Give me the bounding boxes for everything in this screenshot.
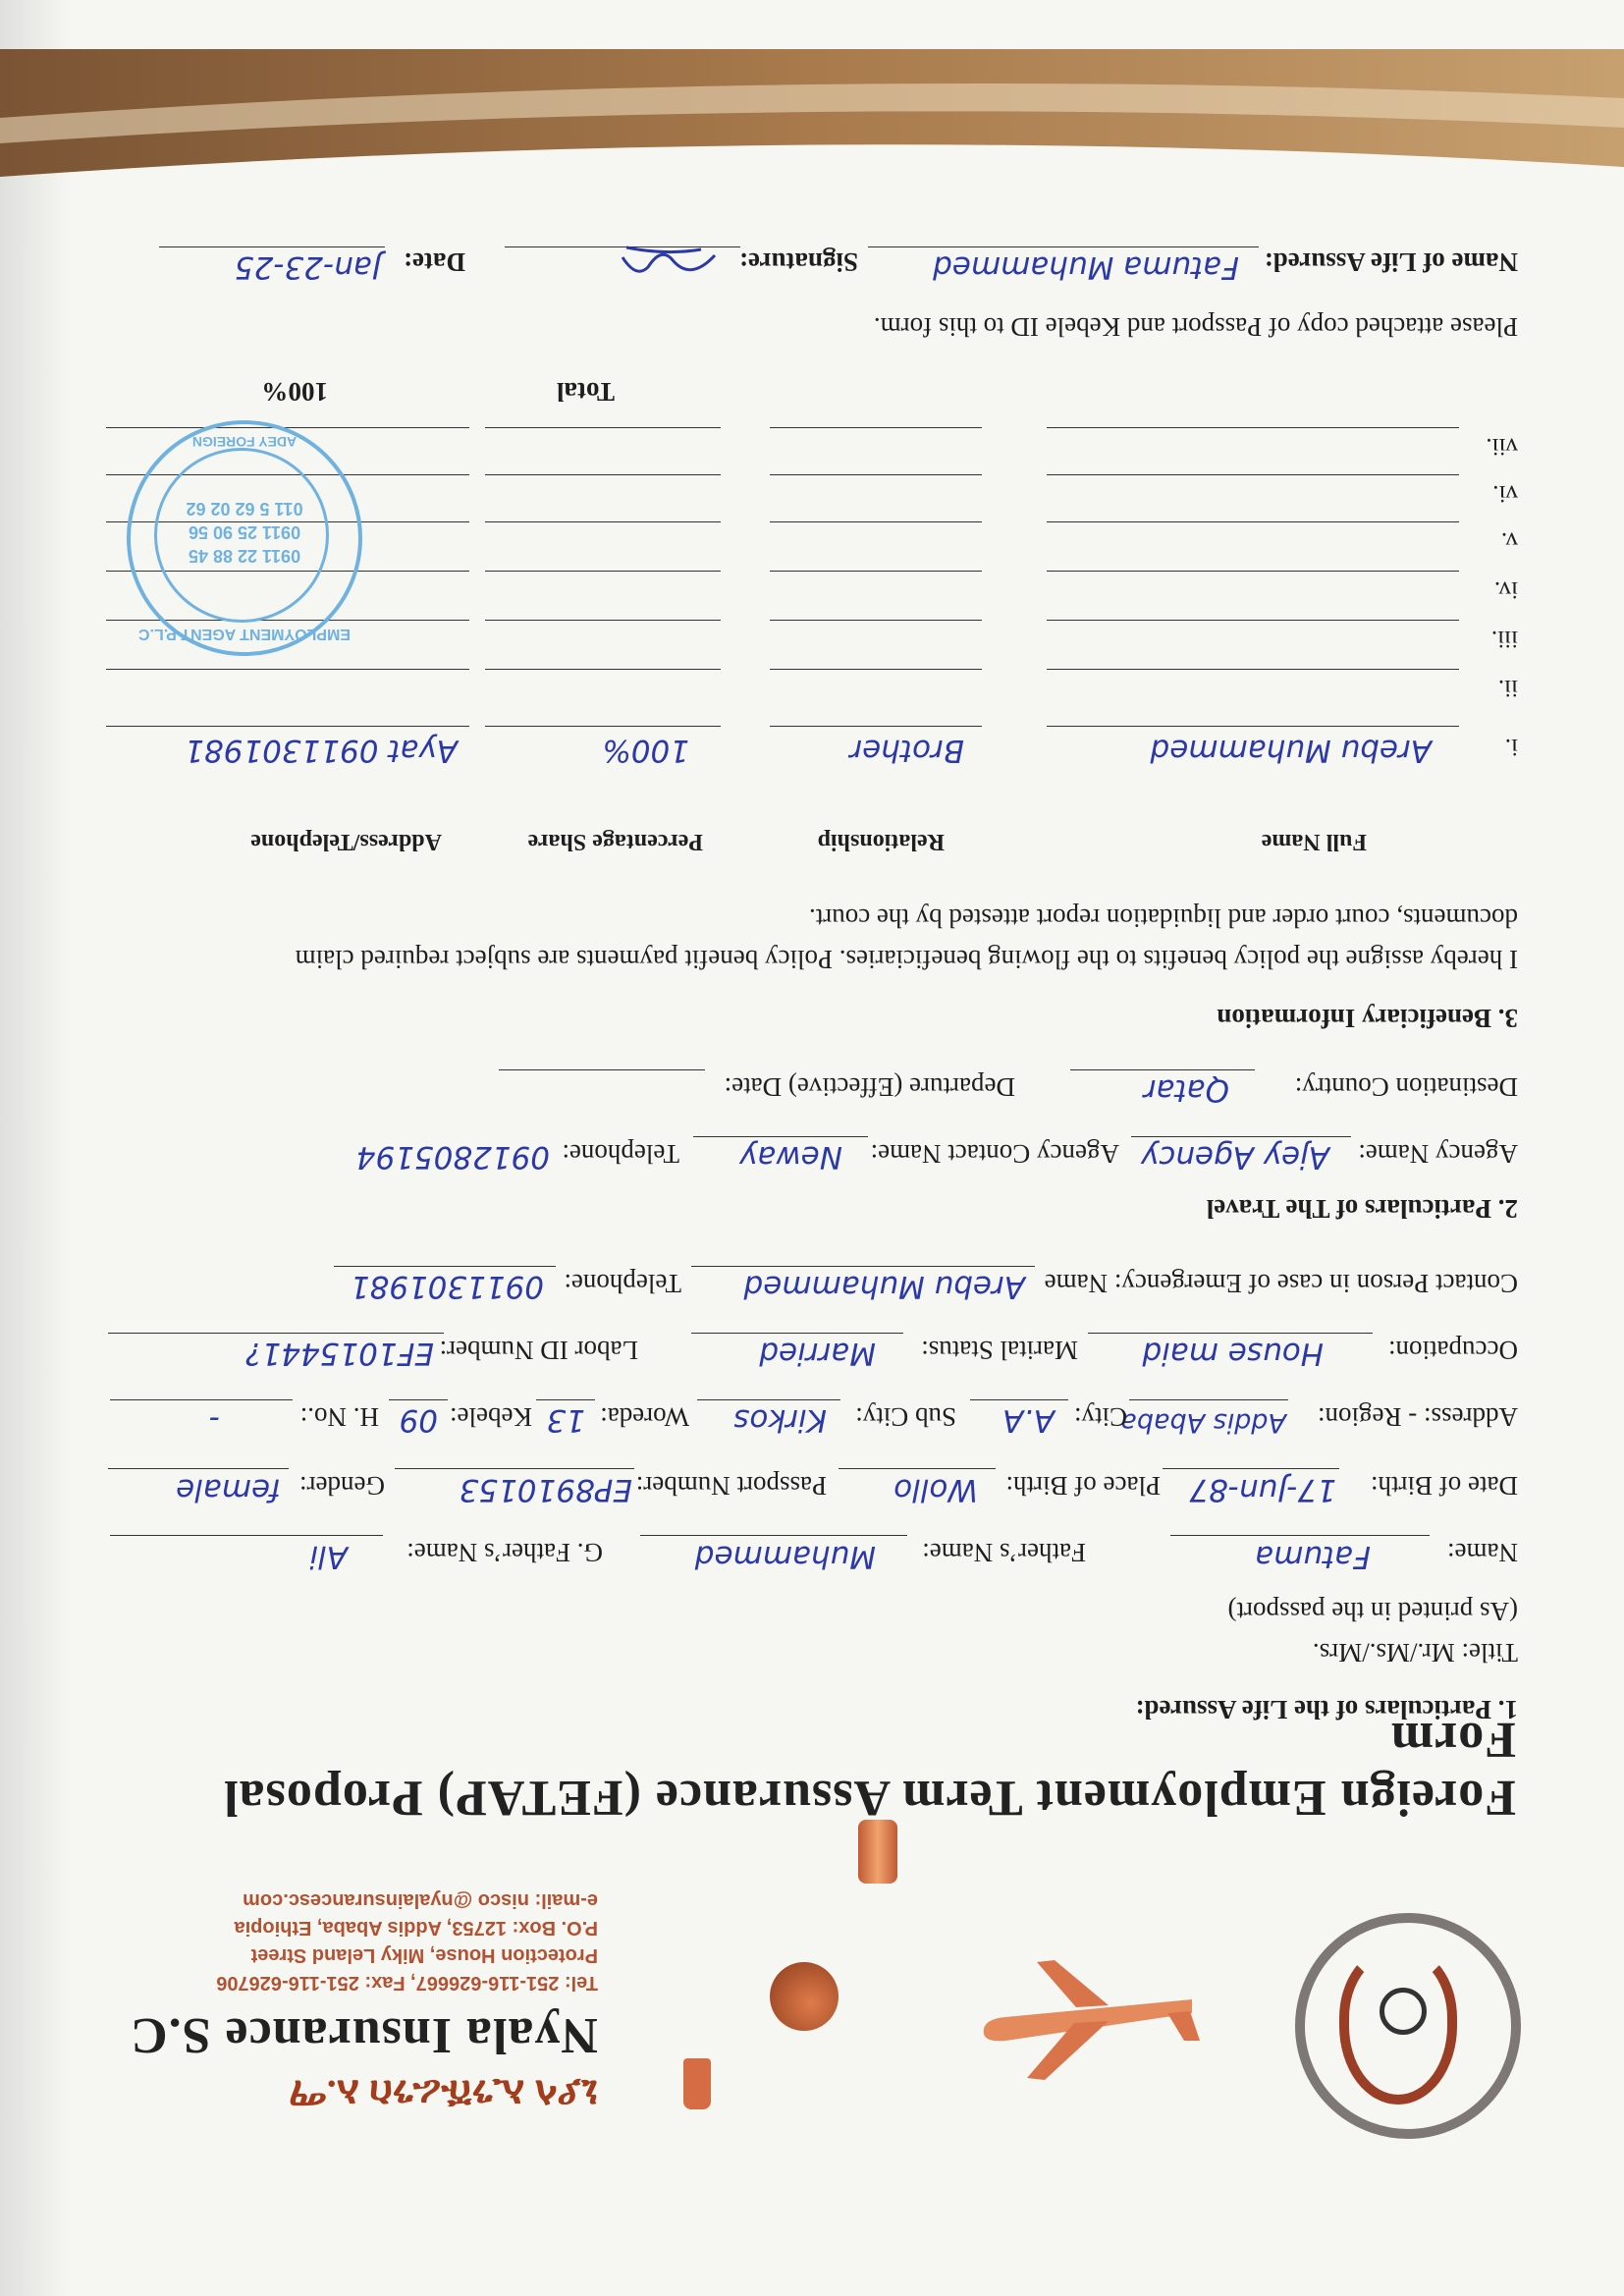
dob-label: Date of Birth:	[1371, 1471, 1518, 1501]
gfather-name-value[interactable]: Ali	[309, 1539, 348, 1574]
occupation-value[interactable]: House maid	[1142, 1336, 1324, 1371]
col-address-telephone: Address/Telephone	[250, 829, 442, 854]
father-name-label: Father’s Name:	[922, 1538, 1086, 1567]
section2-heading: 2. Particulars of The Travel	[1206, 1194, 1518, 1224]
emergency-contact-name-value[interactable]: Arebu Muhammed	[743, 1269, 1025, 1304]
passport-value[interactable]: EP8910153	[459, 1472, 632, 1507]
stamp-top-text: EMPLOYMENT AGENT P.L.C	[138, 626, 352, 642]
destination-country-value[interactable]: Qatar	[1143, 1072, 1229, 1108]
stamp-phone-1: 0911 22 88 45	[188, 546, 301, 566]
hno-value[interactable]: -	[208, 1402, 220, 1438]
ball-icon	[770, 1962, 839, 2031]
col-relationship: Relationship	[817, 829, 945, 854]
emergency-telephone-label: Telephone:	[564, 1269, 681, 1298]
agency-name-label: Agency Name:	[1358, 1139, 1518, 1169]
name-label: Name:	[1447, 1538, 1518, 1567]
date-label: Date:	[404, 247, 465, 277]
departure-date-label: Departure (Effective) Date:	[724, 1072, 1015, 1102]
woreda-value[interactable]: 13	[546, 1402, 585, 1438]
name-value[interactable]: Fatuma	[1255, 1539, 1371, 1574]
stamp-phone-2: 0911 25 90 56	[188, 522, 301, 542]
pob-label: Place of Birth:	[1005, 1471, 1161, 1501]
signature-label: Signature:	[738, 247, 858, 277]
company-address-1: Protection House, Miky Leland Street	[250, 1944, 598, 1966]
section1-heading: 1. Particulars of the Life Assured:	[1135, 1695, 1518, 1724]
total-value: 100%	[261, 377, 328, 407]
life-assured-label: Name of Life Assured:	[1264, 247, 1518, 277]
gfather-name-label: G. Father’s Name:	[406, 1538, 603, 1567]
kebele-value[interactable]: 09	[399, 1402, 438, 1438]
pob-value[interactable]: Wollo	[893, 1472, 978, 1507]
destination-country-label: Destination Country:	[1294, 1072, 1518, 1102]
company-address-2: P.O. Box: 12753, Addis Ababa, Ethiopia	[234, 1917, 598, 1939]
beneficiary-statement-1: I hereby assigne the policy benefits to the flowing beneficiaries. Policy benefit payments are subject required claim	[295, 945, 1518, 974]
beneficiary-address-value[interactable]: Ayat 0911301981	[185, 733, 458, 768]
total-label: Total	[556, 377, 615, 407]
company-email: e-mail: nisco @nyalainsurancesc.com	[243, 1889, 598, 1911]
row-num: vii.	[1486, 433, 1518, 460]
row-num: iv.	[1493, 576, 1518, 603]
beneficiary-relationship-value[interactable]: Brother	[849, 733, 964, 768]
footer-swoosh-banner	[0, 49, 1624, 187]
gender-value[interactable]: female	[176, 1472, 281, 1507]
dob-value[interactable]: 17-Jun-87	[1189, 1472, 1336, 1507]
row-num: vi.	[1492, 480, 1518, 507]
bottle-icon	[683, 2058, 711, 2109]
emergency-contact-label: Contact Person in case of Emergency: Name	[1044, 1269, 1518, 1298]
row-num: iii.	[1490, 626, 1518, 652]
woreda-label: Woreda:	[600, 1402, 689, 1432]
company-amharic-name: ኒያላ ኢንሹራንስ አ.ማ	[289, 2072, 598, 2116]
airplane-icon	[976, 1952, 1202, 2090]
labor-id-value[interactable]: EF1015441?	[245, 1336, 434, 1371]
beneficiary-name-value[interactable]: Arebu Muhammed	[1150, 733, 1432, 768]
col-percentage-share: Percentage Share	[527, 829, 703, 854]
labor-id-label: Labor ID Number:	[439, 1336, 638, 1365]
beneficiary-share-value[interactable]: 100%	[602, 733, 689, 768]
company-tel: Tel: 251-116-626667, Fax: 251-116-626706	[216, 1972, 598, 1994]
passport-label: Passport Number:	[635, 1471, 827, 1501]
subcity-value[interactable]: Kirkos	[733, 1402, 827, 1438]
nyala-horns-logo-icon	[1295, 1913, 1521, 2139]
marital-status-value[interactable]: Married	[759, 1336, 876, 1371]
can-icon	[858, 1820, 897, 1884]
company-stamp	[127, 420, 362, 656]
life-assured-value[interactable]: Fatuma Muhammed	[933, 249, 1239, 285]
occupation-label: Occupation:	[1388, 1336, 1518, 1365]
city-label: City:	[1073, 1402, 1127, 1432]
gender-label: Gender:	[299, 1471, 385, 1501]
stamp-bottom-text: ADEY FOREIGN	[191, 434, 298, 450]
kebele-label: Kebele:	[450, 1402, 532, 1432]
signature-scribble-icon[interactable]	[613, 240, 721, 285]
agency-name-value[interactable]: Ajey Agency	[1140, 1139, 1329, 1175]
agency-contact-value[interactable]: Neway	[739, 1139, 842, 1175]
emergency-telephone-value[interactable]: 0911301981	[350, 1269, 544, 1304]
subcity-label: Sub City:	[855, 1402, 956, 1432]
beneficiary-statement-2: documents, court order and liquidation report attested by the court.	[808, 903, 1518, 933]
row-num: v.	[1500, 527, 1518, 554]
date-value[interactable]: Jan-23-25	[234, 249, 381, 285]
agency-telephone-label: Telephone:	[562, 1139, 679, 1169]
section3-heading: 3. Beneficiary Information	[1217, 1004, 1518, 1033]
row-num: ii.	[1497, 675, 1518, 701]
title-line: Title: Mr./Ms./Mrs.	[1312, 1638, 1518, 1667]
attach-note: Please attached copy of Passport and Kebele ID to this form.	[873, 312, 1518, 342]
marital-status-label: Marital Status:	[921, 1336, 1078, 1365]
region-value[interactable]: Addis Ababa	[1120, 1407, 1286, 1438]
city-value[interactable]: A.A	[1002, 1402, 1055, 1438]
agency-contact-label: Agency Contact Name:	[870, 1139, 1119, 1169]
form-title: Foreign Employment Term Assurance (FETAP) Proposal Form	[223, 1712, 1516, 1826]
address-label: Address: - Region:	[1318, 1402, 1518, 1432]
agency-telephone-value[interactable]: 0912805194	[355, 1139, 550, 1175]
as-printed-note: (As printed in the passport)	[1227, 1597, 1518, 1626]
father-name-value[interactable]: Muhammed	[694, 1539, 876, 1574]
hno-label: H. No.:	[299, 1402, 379, 1432]
col-full-name: Full Name	[1261, 829, 1367, 854]
company-name: Nyala Insurance S.C	[130, 2007, 598, 2063]
row-num: i.	[1504, 734, 1518, 760]
stamp-phone-3: 011 5 62 02 62	[186, 499, 303, 519]
